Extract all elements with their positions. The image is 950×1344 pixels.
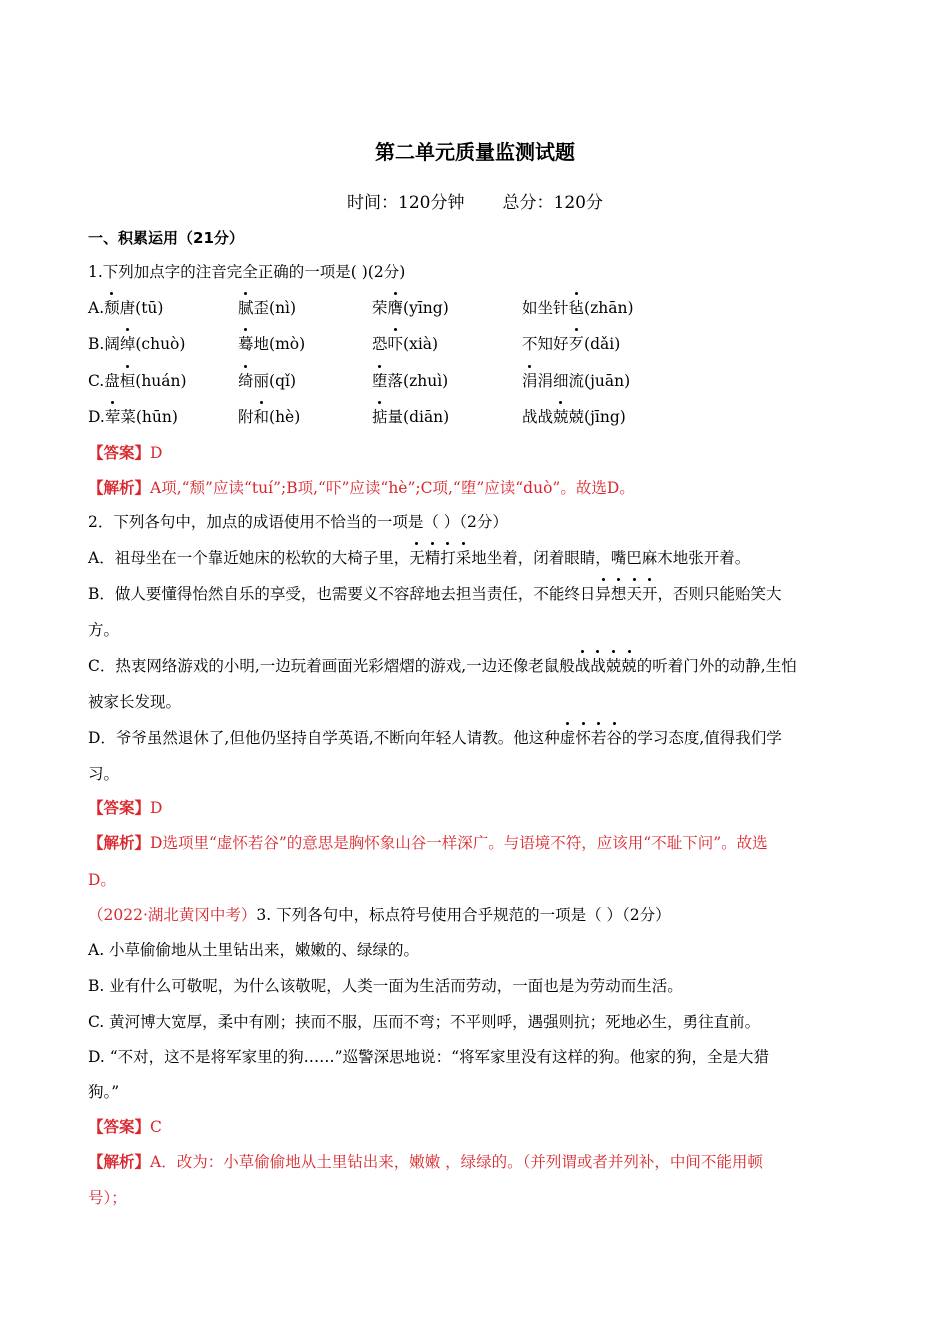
q2-option-b-cont: 方。	[88, 621, 120, 639]
emphasis-dot-char: 战	[590, 657, 606, 675]
dotted-idiom	[409, 549, 471, 567]
q2-option-d-cont: 习。	[88, 765, 120, 783]
dotted-idiom	[595, 585, 657, 603]
q1-stem: 1.下列加点字的注音完全正确的一项是( )(2分)	[88, 263, 406, 281]
q2-option-b: B．做人要懂得怡然自乐的享受，也需要义不容辞地去担当责任，不能终日异想天开，否则只能贻笑大	[88, 585, 782, 603]
emphasis-dot-char: 打	[440, 549, 456, 567]
q3-analysis: 【解析】A．改为：小草偷偷地从土里钻出来，嫩嫩 ，绿绿的。（并列谓或者并列补，中间不能用顿	[88, 1152, 763, 1171]
emphasis-dot-char: 虚	[559, 729, 576, 747]
time-limit: 时间：120分钟	[347, 193, 465, 213]
page-title: 第二单元质量监测试题	[375, 140, 575, 164]
q1-answer: 【答案】D	[88, 443, 163, 462]
q2-analysis: 【解析】D选项里“虚怀若谷”的意思是胸怀象山谷一样深广。与语境不符，应该用“不耻下问”。故选	[88, 833, 768, 852]
emphasis-dot-char: 兢	[605, 657, 622, 675]
q3-source: （2022·湖北黄冈中考）	[88, 906, 257, 924]
q3-option-d: D. “不对，这不是将军家里的狗……”巡警深思地说：“将军家里没有这样的狗。他家的狗，全是大猎	[88, 1048, 770, 1066]
emphasis-dot-char: 异	[595, 585, 611, 603]
q2-option-c-cont: 被家长发现。	[88, 693, 182, 711]
q2-option-a: A．祖母坐在一个靠近她床的松软的大椅子里，无精打采地坐着，闭着眼睛，嘴巴麻木地张开着。	[88, 549, 751, 567]
q2-analysis-cont: D。	[88, 871, 116, 889]
q3-stem: （2022·湖北黄冈中考）3. 下列各句中，标点符号使用合乎规范的一项是（ ）（2分）	[88, 906, 671, 924]
q2-option-c: C．热衷网络游戏的小明,一边玩着画面光彩熠熠的游戏,一边还像老鼠般战战兢兢的听着门外的动静,生怕	[88, 657, 797, 675]
q3-option-b: B. 业有什么可敬呢，为什么该敬呢，人类一面为生活而劳动，一面也是为劳动而生活。	[88, 977, 683, 995]
emphasis-dot-char: 战	[574, 657, 591, 675]
emphasis-dot-char: 精	[424, 549, 441, 567]
dotted-idiom	[560, 729, 622, 747]
document-page: 第二单元质量监测试题 时间：120分钟 总分：120分 一、积累运用（21分） 1.下列加点字的注音完全正确的一项是( )(2分) A.颓唐(tū) 腻歪(nì) 荣膺(yīng) 如坐针毡(zhān) B.阔绰(chuò) 蓦地(mò) 恐吓(xià) 不知好歹(dǎi) C.盘桓(huán) 绮丽(qǐ) 堕落(zhuì) 涓涓细流(juān) D.荤菜(hūn) 附和(hè) 掂量(diān) 战战兢兢(jīng) 【答案】D 【解析】A项,“颓”应读“tuí”;B项,“吓”应读“hè”;C项,“堕”应读“duò”。故选D。 2．下列各句中，加点的成语使用不恰当的一项是（ ）（2分） A．祖母坐在一个靠近她床的松软的大椅子里，无精打采地坐着，闭着眼睛，嘴巴麻木地张开着。 B．做人要懂得怡然自乐的享受，也需要义不容辞地去担当责任，不能终日异想天开，否则只能贻笑大 方。 C．热衷网络游戏的小明,一边玩着画面光彩熠熠的游戏,一边还像老鼠般战战兢兢的听着门外的动静,生怕 被家长发现。 D．爷爷虽然退休了,但他仍坚持自学英语,不断向年轻人请教。他这种虚怀若谷的学习态度,值得我们学 习。 【答案】D 【解析】D选项里“虚怀若谷”的意思是胸怀象山谷一样深广。与语境不符，应该用“不耻下问”。故选 D。 （2022·湖北黄冈中考）3. 下列各句中，标点符号使用合乎规范的一项是（ ）（2分） A. 小草偷偷地从土里钻出来，嫩嫩的、绿绿的。 B. 业有什么可敬呢，为什么该敬呢，人类一面为生活而劳动，一面也是为劳动而生活。 C. 黄河博大宽厚，柔中有刚；挟而不服，压而不弯；不平则呼，遇强则抗；死地必生，勇往直前。 D. “不对，这不是将军家里的狗……”巡警深思地说：“将军家里没有这样的狗。他家的狗，全是大猎 狗。” 【答案】C 【解析】A．改为：小草偷偷地从土里钻出来，嫩嫩 ，绿绿的。（并列谓或者并列补，中间不能用顿 号）；	[0, 0, 950, 1344]
emphasis-dot-char: 若	[590, 729, 607, 747]
exam-meta	[0, 188, 950, 213]
total-score: 总分：120分	[502, 193, 603, 213]
q3-option-d-cont: 狗。”	[88, 1083, 120, 1101]
q3-option-a: A. 小草偷偷地从土里钻出来，嫩嫩的、绿绿的。	[88, 941, 420, 959]
q3-analysis-cont: 号）；	[88, 1189, 127, 1207]
dotted-idiom	[575, 657, 637, 675]
q3-answer: 【答案】C	[88, 1117, 162, 1136]
section-heading: 一、积累运用（21分）	[88, 229, 244, 247]
q2-option-d: D．爷爷虽然退休了,但他仍坚持自学英语,不断向年轻人请教。他这种虚怀若谷的学习态度,值得我们学	[88, 729, 782, 747]
emphasis-dot-char: 无	[409, 549, 425, 567]
q2-answer: 【答案】D	[88, 798, 163, 817]
emphasis-dot-char: 想	[610, 585, 627, 603]
emphasis-dot-char: 谷	[606, 729, 622, 747]
q2-stem: 2．下列各句中，加点的成语使用不恰当的一项是（ ）（2分）	[88, 513, 508, 531]
emphasis-dot-char: 天	[626, 585, 642, 603]
emphasis-dot-char: 兢	[621, 657, 637, 675]
q1-analysis: 【解析】A项,“颓”应读“tuí”;B项,“吓”应读“hè”;C项,“堕”应读“duò”。故选D。	[88, 478, 635, 497]
emphasis-dot-char: 怀	[575, 729, 591, 747]
emphasis-dot-char: 采	[455, 549, 472, 567]
q3-option-c: C. 黄河博大宽厚，柔中有刚；挟而不服，压而不弯；不平则呼，遇强则抗；死地必生，勇往直前。	[88, 1013, 761, 1031]
emphasis-dot-char: 开	[641, 585, 658, 603]
